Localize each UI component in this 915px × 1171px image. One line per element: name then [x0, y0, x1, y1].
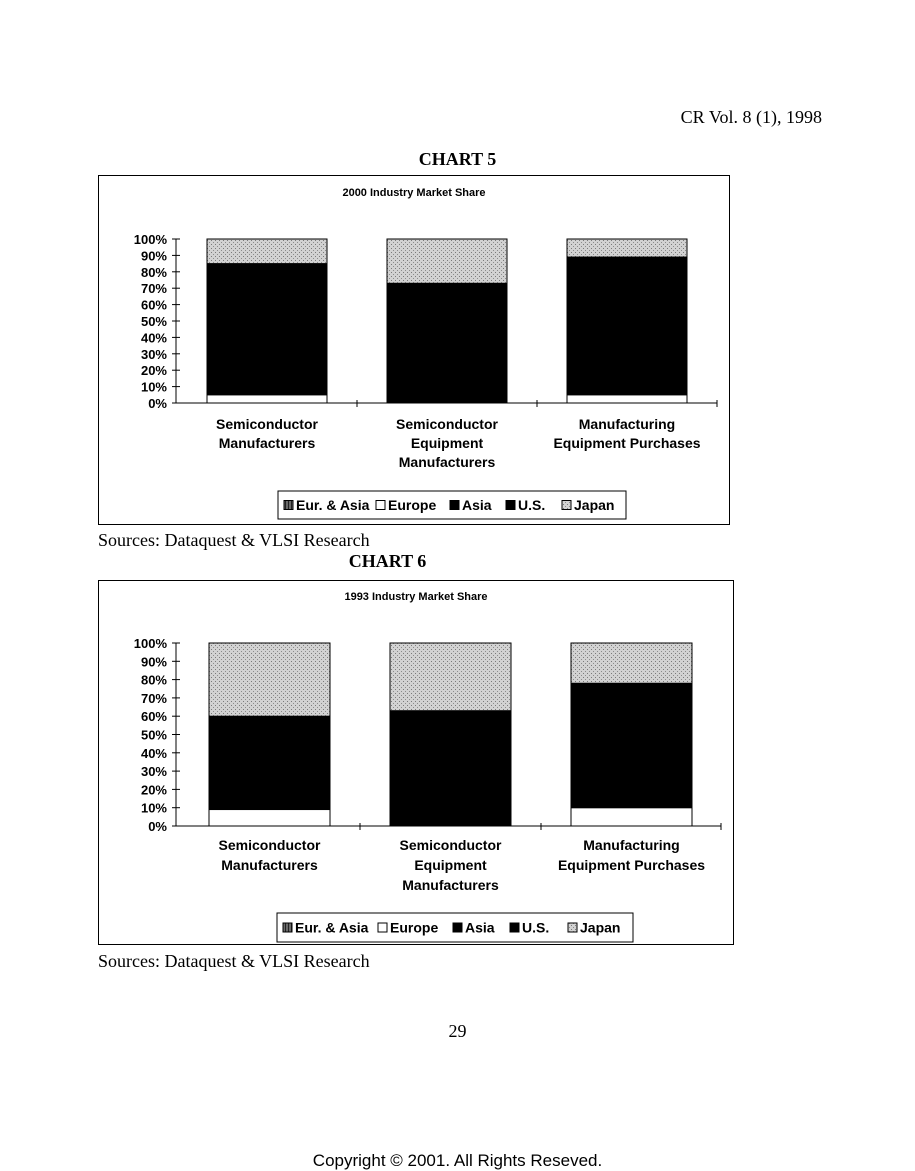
chart-6-frame — [98, 580, 734, 945]
y-tick-label: 0% — [148, 819, 167, 834]
legend-swatch — [450, 501, 459, 510]
category-label: Manufacturers — [218, 435, 316, 451]
bar-us — [390, 711, 511, 826]
bar-us — [571, 683, 692, 807]
y-tick-label: 10% — [140, 800, 167, 816]
chart-title: 1993 Industry Market Share — [344, 591, 488, 603]
legend-swatch — [506, 501, 515, 510]
y-tick-label: 100% — [133, 636, 167, 651]
y-tick-label: 40% — [140, 330, 167, 346]
legend-swatch — [562, 501, 571, 510]
legend-label: U.S. — [522, 919, 550, 936]
chart-5-frame — [98, 175, 730, 525]
category-label: Equipment Purchases — [557, 857, 706, 873]
category-label: Manufacturers — [398, 454, 496, 470]
page-number: 29 — [448, 1021, 467, 1041]
legend-label: Japan — [580, 919, 621, 936]
bar-japan — [207, 239, 327, 264]
category-label: Manufacturers — [402, 877, 499, 893]
category-label: Semiconductor — [396, 416, 498, 432]
chart-title: 2000 Industry Market Share — [342, 187, 486, 199]
bar-europe — [209, 810, 330, 826]
y-tick-label: 90% — [140, 654, 167, 670]
y-tick-label: 90% — [140, 248, 167, 264]
legend-swatch — [376, 501, 385, 510]
copyright-notice: Copyright © 2001. All Rights Reseved. — [312, 1151, 603, 1170]
category-label: Manufacturing — [578, 416, 676, 432]
bar-us — [207, 264, 327, 395]
bar-japan — [387, 239, 507, 283]
chart-6-plot — [99, 581, 733, 944]
chart-6-source: Sources: Dataquest & VLSI Research — [98, 951, 370, 971]
bar-europe — [567, 395, 687, 403]
y-tick-label: 70% — [140, 281, 167, 297]
legend-label: Asia — [465, 919, 495, 936]
y-tick-label: 80% — [140, 264, 167, 280]
category-label: Manufacturing — [583, 837, 680, 853]
y-tick-label: 10% — [140, 379, 167, 395]
legend-swatch — [453, 923, 462, 932]
legend-label: Asia — [462, 497, 492, 513]
bar-us — [387, 283, 507, 403]
category-label: Equipment Purchases — [553, 435, 701, 451]
legend-label: Japan — [574, 497, 615, 513]
legend-label: Europe — [390, 919, 439, 936]
running-header: CR Vol. 8 (1), 1998 — [680, 107, 822, 127]
chart-5-plot — [99, 176, 729, 524]
y-tick-label: 20% — [140, 363, 167, 379]
legend-label: Eur. & Asia — [296, 497, 370, 513]
bar-japan — [571, 643, 692, 683]
chart-5-source: Sources: Dataquest & VLSI Research — [98, 530, 370, 550]
y-tick-label: 60% — [140, 297, 167, 313]
category-label: Manufacturers — [221, 857, 318, 873]
bar-us — [209, 716, 330, 809]
y-tick-label: 80% — [140, 672, 167, 688]
bar-japan — [209, 643, 330, 716]
y-tick-label: 0% — [148, 396, 167, 411]
bar-japan — [390, 643, 511, 711]
legend-swatch — [378, 923, 387, 932]
y-tick-label: 20% — [140, 782, 167, 798]
y-tick-label: 30% — [140, 346, 167, 362]
category-label: Equipment — [414, 857, 487, 873]
category-label: Semiconductor — [218, 837, 321, 853]
y-tick-label: 30% — [140, 764, 167, 780]
y-tick-label: 40% — [140, 745, 167, 761]
legend-swatch — [510, 923, 519, 932]
chart-5-label: CHART 5 — [418, 149, 497, 169]
bar-europe — [571, 808, 692, 826]
y-tick-label: 50% — [140, 314, 167, 329]
y-tick-label: 70% — [140, 690, 167, 706]
legend-swatch — [284, 501, 293, 510]
y-tick-label: 100% — [133, 232, 167, 247]
chart-6-label: CHART 6 — [348, 551, 427, 571]
legend-swatch — [283, 923, 292, 932]
category-label: Semiconductor — [216, 416, 318, 432]
y-tick-label: 60% — [140, 709, 167, 725]
bar-europe — [207, 395, 327, 403]
y-tick-label: 50% — [140, 727, 167, 743]
legend-label: Europe — [388, 497, 437, 513]
bar-us — [567, 257, 687, 395]
category-label: Semiconductor — [399, 837, 502, 853]
bar-japan — [567, 239, 687, 257]
legend-label: U.S. — [518, 497, 546, 513]
legend-label: Eur. & Asia — [295, 919, 369, 936]
category-label: Equipment — [410, 435, 484, 451]
legend-swatch — [568, 923, 577, 932]
